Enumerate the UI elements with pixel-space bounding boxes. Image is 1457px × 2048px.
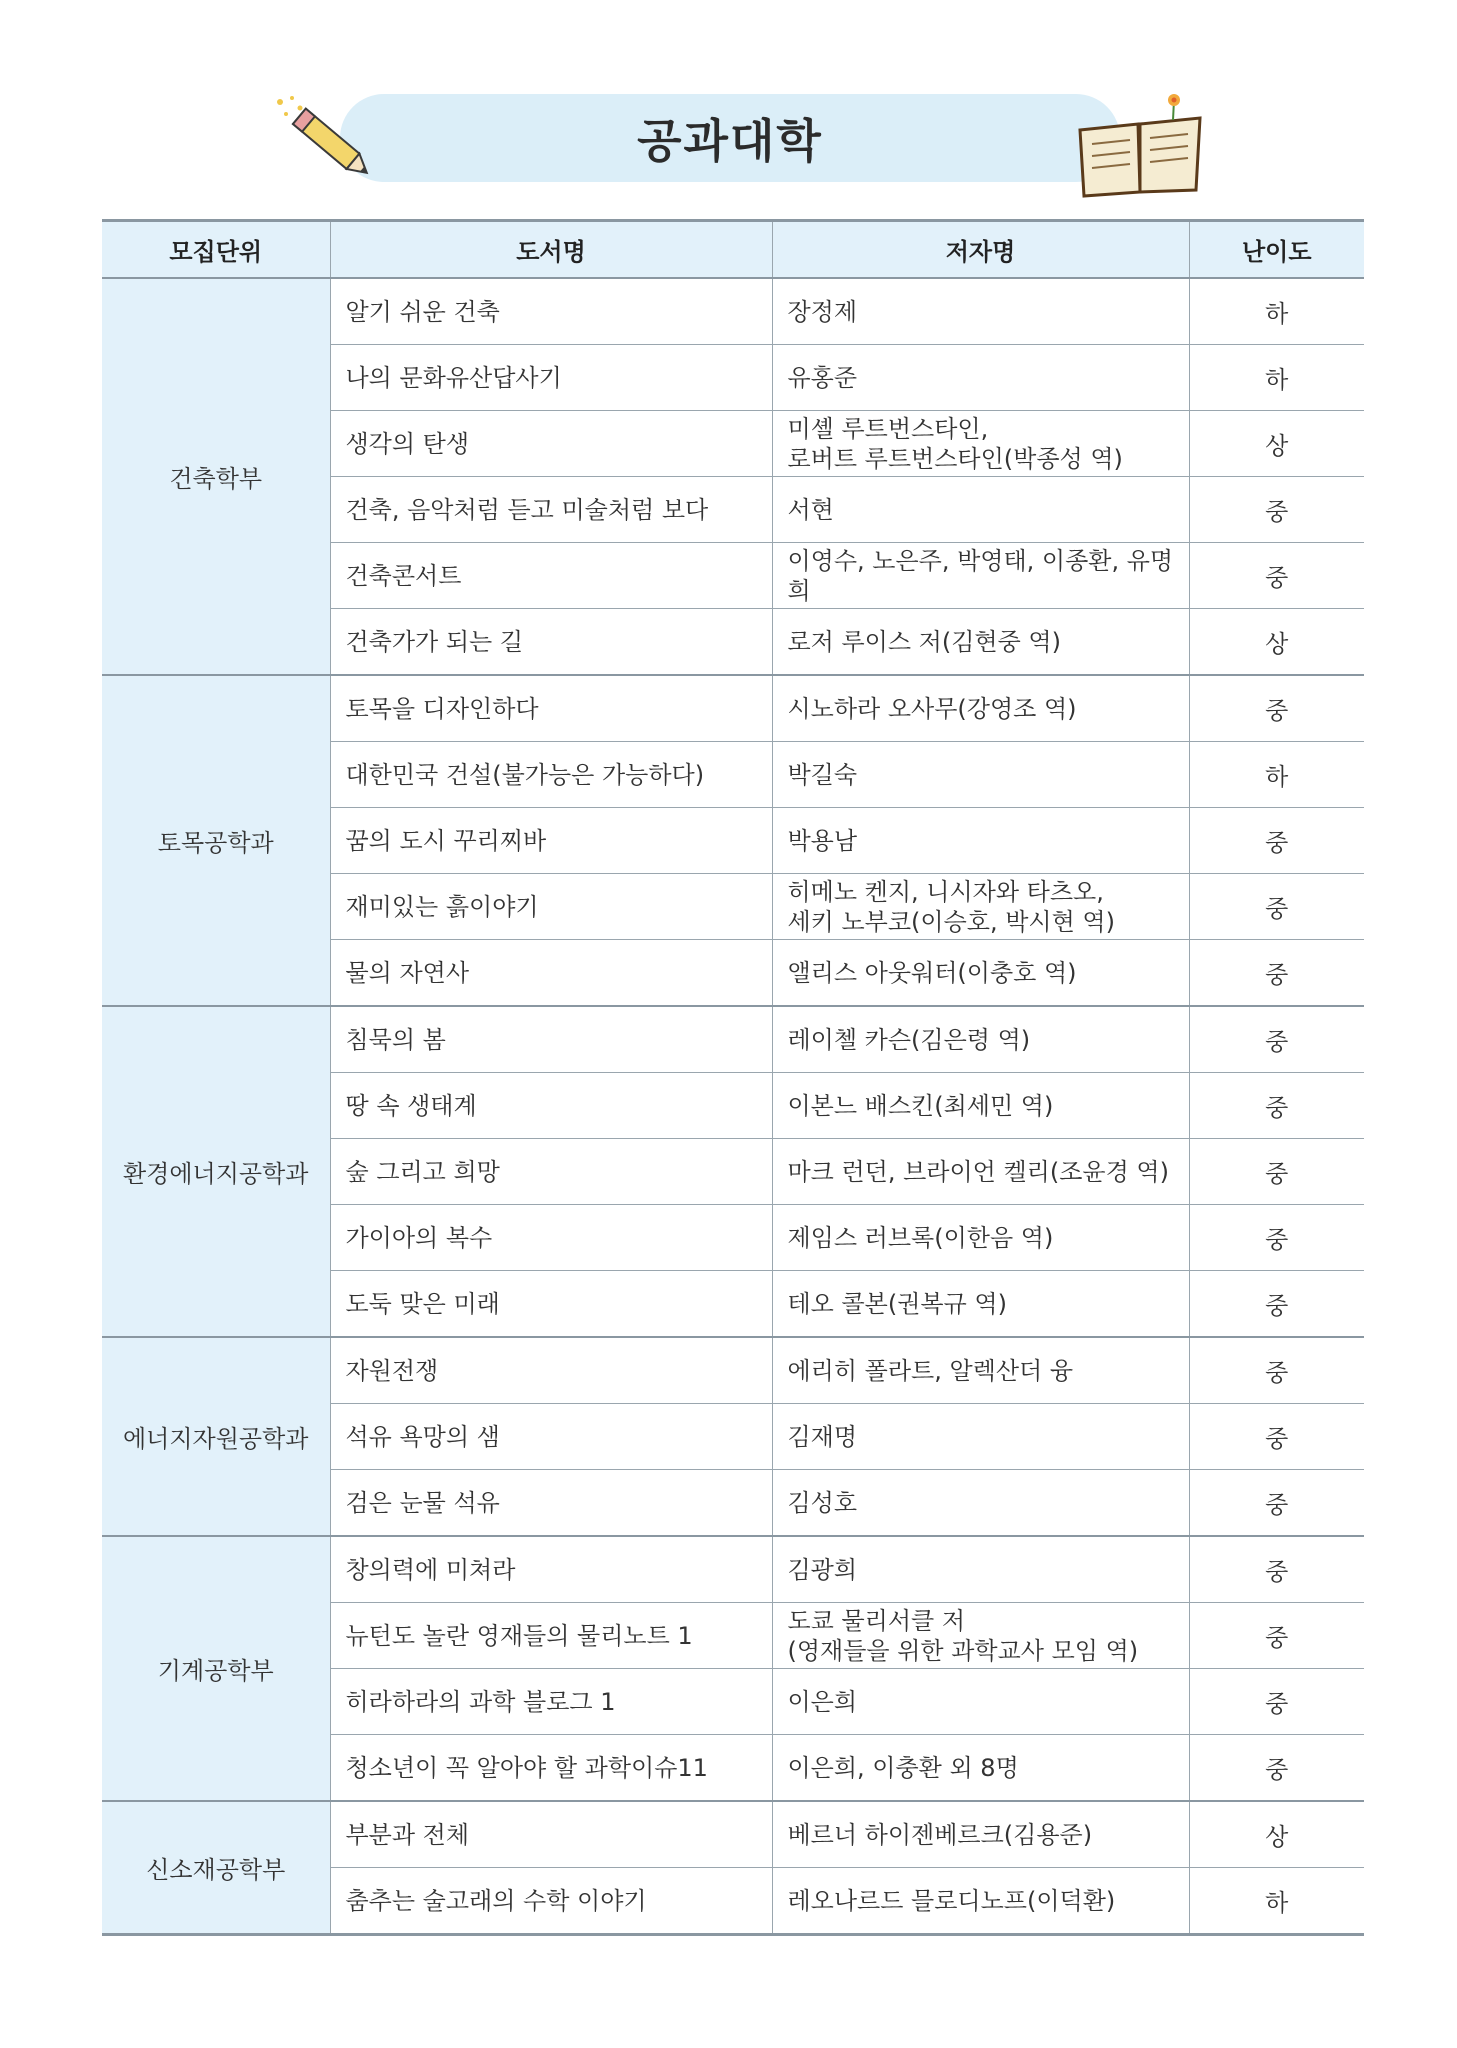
- book-title-cell: [330, 477, 772, 543]
- level-text: 중: [1265, 1094, 1289, 1122]
- level-cell: [1189, 1073, 1364, 1139]
- author-text: 이은희: [787, 1687, 858, 1716]
- book-title-cell: [330, 1139, 772, 1205]
- book-title-cell: [330, 411, 772, 477]
- table-row: [102, 1536, 1364, 1603]
- book-list-table: [102, 219, 1364, 1936]
- level-cell: [1189, 1006, 1364, 1073]
- book-title-cell: [330, 1868, 772, 1935]
- level-cell: [1189, 675, 1364, 742]
- book-title-text: 가이아의 복수: [345, 1223, 493, 1252]
- book-title-cell: [330, 1735, 772, 1802]
- book-title-text: 땅 속 생태계: [345, 1091, 477, 1120]
- level-cell: [1189, 1735, 1364, 1802]
- author-cell: [772, 1271, 1189, 1338]
- level-cell: [1189, 345, 1364, 411]
- author-text: 제임스 러브록(이한음 역): [787, 1223, 1054, 1252]
- author-text: 마크 런던, 브라이언 켈리(조윤경 역): [787, 1157, 1169, 1186]
- book-title-text: 재미있는 흙이야기: [345, 892, 539, 921]
- level-text: 상: [1265, 432, 1289, 460]
- dept-cell: 건축학부: [102, 278, 330, 675]
- book-title-text: 히라하라의 과학 블로그 1: [345, 1687, 616, 1716]
- level-text: 하: [1265, 300, 1289, 328]
- author-cell: [772, 1205, 1189, 1271]
- book-title-text: 뉴턴도 놀란 영재들의 물리노트 1: [345, 1621, 693, 1650]
- book-title-cell: [330, 1603, 772, 1669]
- author-cell: [772, 1404, 1189, 1470]
- author-cell: [772, 1006, 1189, 1073]
- level-text: 중: [1265, 564, 1289, 592]
- level-text: 상: [1265, 1823, 1289, 1851]
- author-cell: [772, 874, 1189, 940]
- level-cell: [1189, 742, 1364, 808]
- level-cell: [1189, 609, 1364, 676]
- dept-cell: 신소재공학부: [102, 1801, 330, 1935]
- book-title-cell: [330, 1404, 772, 1470]
- level-cell: [1189, 808, 1364, 874]
- level-cell: [1189, 1669, 1364, 1735]
- author-text: 로저 루이스 저(김현중 역): [787, 627, 1061, 656]
- book-title-cell: [330, 543, 772, 609]
- level-text: 중: [1265, 697, 1289, 725]
- book-title-text: 석유 욕망의 샘: [345, 1422, 500, 1451]
- table-body: [102, 278, 1364, 1935]
- author-text: 박용남: [787, 826, 858, 855]
- book-title-text: 알기 쉬운 건축: [345, 297, 500, 326]
- author-text: 이영수, 노은주, 박영태, 이종환, 유명희: [787, 546, 1174, 605]
- author-text: 에리히 폴라트, 알렉산더 융: [787, 1356, 1074, 1385]
- table-row: [102, 1801, 1364, 1868]
- book-title-text: 도둑 맞은 미래: [345, 1289, 500, 1318]
- level-text: 중: [1265, 895, 1289, 923]
- level-text: 중: [1265, 1425, 1289, 1453]
- level-text: 중: [1265, 1292, 1289, 1320]
- table-row: [102, 278, 1364, 345]
- table-row: [102, 1006, 1364, 1073]
- level-text: 중: [1265, 498, 1289, 526]
- author-text: 베르너 하이젠베르크(김용준): [787, 1820, 1093, 1849]
- book-title-cell: [330, 1801, 772, 1868]
- level-cell: [1189, 1801, 1364, 1868]
- level-cell: [1189, 411, 1364, 477]
- author-cell: [772, 609, 1189, 676]
- author-text: 테오 콜본(권복규 역): [787, 1289, 1007, 1318]
- author-text: 레이첼 카슨(김은령 역): [787, 1025, 1031, 1054]
- author-text: 미셸 루트번스타인, 로버트 루트번스타인(박종성 역): [787, 414, 1123, 473]
- column-header-dept: 모집단위: [102, 221, 330, 279]
- book-title-cell: [330, 675, 772, 742]
- author-text: 박길숙: [787, 760, 858, 789]
- book-title-text: 청소년이 꼭 알아야 할 과학이슈11: [345, 1753, 708, 1782]
- author-text: 시노하라 오사무(강영조 역): [787, 694, 1077, 723]
- dept-cell: 토목공학과: [102, 675, 330, 1006]
- level-text: 중: [1265, 961, 1289, 989]
- book-title-cell: [330, 874, 772, 940]
- book-title-text: 토목을 디자인하다: [345, 694, 539, 723]
- level-cell: [1189, 1603, 1364, 1669]
- column-header-title: 도서명: [330, 221, 772, 279]
- book-title-cell: [330, 1669, 772, 1735]
- level-cell: [1189, 1139, 1364, 1205]
- book-title-cell: [330, 808, 772, 874]
- column-header-level: 난이도: [1189, 221, 1364, 279]
- level-cell: [1189, 1404, 1364, 1470]
- level-text: 중: [1265, 829, 1289, 857]
- author-cell: [772, 345, 1189, 411]
- author-text: 유홍준: [787, 363, 858, 392]
- level-text: 중: [1265, 1160, 1289, 1188]
- book-title-cell: [330, 1337, 772, 1404]
- level-text: 중: [1265, 1624, 1289, 1652]
- book-title-text: 건축, 음악처럼 듣고 미술처럼 보다: [345, 495, 709, 524]
- book-title-text: 대한민국 건설(불가능은 가능하다): [345, 760, 705, 789]
- level-text: 상: [1265, 630, 1289, 658]
- author-cell: [772, 1536, 1189, 1603]
- level-text: 중: [1265, 1690, 1289, 1718]
- level-cell: [1189, 1536, 1364, 1603]
- level-text: 하: [1265, 366, 1289, 394]
- book-title-text: 꿈의 도시 꾸리찌바: [345, 826, 547, 855]
- author-cell: [772, 1603, 1189, 1669]
- author-text: 장정제: [787, 297, 858, 326]
- book-title-cell: [330, 1006, 772, 1073]
- book-title-cell: [330, 1470, 772, 1537]
- book-title-text: 침묵의 봄: [345, 1025, 446, 1054]
- level-cell: [1189, 1868, 1364, 1935]
- book-title-text: 창의력에 미쳐라: [345, 1555, 516, 1584]
- book-title-cell: [330, 345, 772, 411]
- table-row: [102, 675, 1364, 742]
- book-title-text: 자원전쟁: [345, 1356, 439, 1385]
- author-cell: [772, 1669, 1189, 1735]
- book-title-text: 건축가가 되는 길: [345, 627, 524, 656]
- author-text: 서현: [787, 495, 834, 524]
- level-cell: [1189, 543, 1364, 609]
- book-title-text: 건축콘서트: [345, 561, 462, 590]
- book-title-text: 검은 눈물 석유: [345, 1488, 500, 1517]
- author-cell: [772, 1868, 1189, 1935]
- book-title-text: 나의 문화유산답사기: [345, 363, 562, 392]
- book-title-cell: [330, 940, 772, 1007]
- author-text: 도쿄 물리서클 저 (영재들을 위한 과학교사 모임 역): [787, 1606, 1139, 1665]
- column-header-author: 저자명: [772, 221, 1189, 279]
- book-title-text: 부분과 전체: [345, 1820, 470, 1849]
- author-cell: [772, 742, 1189, 808]
- level-text: 중: [1265, 1756, 1289, 1784]
- level-text: 중: [1265, 1359, 1289, 1387]
- level-text: 중: [1265, 1028, 1289, 1056]
- book-title-text: 물의 자연사: [345, 958, 470, 987]
- book-title-cell: [330, 742, 772, 808]
- level-text: 중: [1265, 1558, 1289, 1586]
- author-cell: [772, 1073, 1189, 1139]
- author-text: 앨리스 아웃워터(이충호 역): [787, 958, 1077, 987]
- book-title-text: 생각의 탄생: [345, 429, 470, 458]
- table-row: [102, 1337, 1364, 1404]
- level-cell: [1189, 1337, 1364, 1404]
- author-cell: [772, 1337, 1189, 1404]
- author-cell: [772, 411, 1189, 477]
- author-text: 김성호: [787, 1488, 858, 1517]
- level-text: 하: [1265, 1889, 1289, 1917]
- author-text: 김재명: [787, 1422, 858, 1451]
- author-text: 히메노 켄지, 니시자와 타츠오, 세키 노부코(이승호, 박시현 역): [787, 877, 1115, 936]
- author-text: 이본느 배스킨(최세민 역): [787, 1091, 1054, 1120]
- author-cell: [772, 940, 1189, 1007]
- level-cell: [1189, 477, 1364, 543]
- dept-cell: 환경에너지공학과: [102, 1006, 330, 1337]
- level-cell: [1189, 278, 1364, 345]
- author-cell: [772, 278, 1189, 345]
- level-text: 하: [1265, 763, 1289, 791]
- author-text: 레오나르드 믈로디노프(이덕환): [787, 1886, 1116, 1915]
- level-text: 중: [1265, 1226, 1289, 1254]
- book-title-cell: [330, 1271, 772, 1338]
- book-title-cell: [330, 1205, 772, 1271]
- author-cell: [772, 1801, 1189, 1868]
- level-cell: [1189, 874, 1364, 940]
- book-title-cell: [330, 609, 772, 676]
- book-title-cell: [330, 1073, 772, 1139]
- level-text: 중: [1265, 1491, 1289, 1519]
- book-title-text: 숲 그리고 희망: [345, 1157, 500, 1186]
- level-cell: [1189, 1470, 1364, 1537]
- author-cell: [772, 1735, 1189, 1802]
- table-header-row: [102, 221, 1364, 279]
- author-cell: [772, 1470, 1189, 1537]
- book-title-cell: [330, 278, 772, 345]
- page-title: 공과대학: [637, 114, 823, 168]
- author-cell: [772, 543, 1189, 609]
- open-book-icon: [1070, 92, 1210, 202]
- dept-cell: 에너지자원공학과: [102, 1337, 330, 1536]
- author-text: 이은희, 이충환 외 8명: [787, 1753, 1019, 1782]
- author-cell: [772, 477, 1189, 543]
- author-cell: [772, 1139, 1189, 1205]
- author-cell: [772, 675, 1189, 742]
- book-title-cell: [330, 1536, 772, 1603]
- dept-cell: 기계공학부: [102, 1536, 330, 1801]
- level-cell: [1189, 1271, 1364, 1338]
- author-cell: [772, 808, 1189, 874]
- level-cell: [1189, 940, 1364, 1007]
- author-text: 김광희: [787, 1555, 858, 1584]
- level-cell: [1189, 1205, 1364, 1271]
- book-title-text: 춤추는 술고래의 수학 이야기: [345, 1886, 647, 1915]
